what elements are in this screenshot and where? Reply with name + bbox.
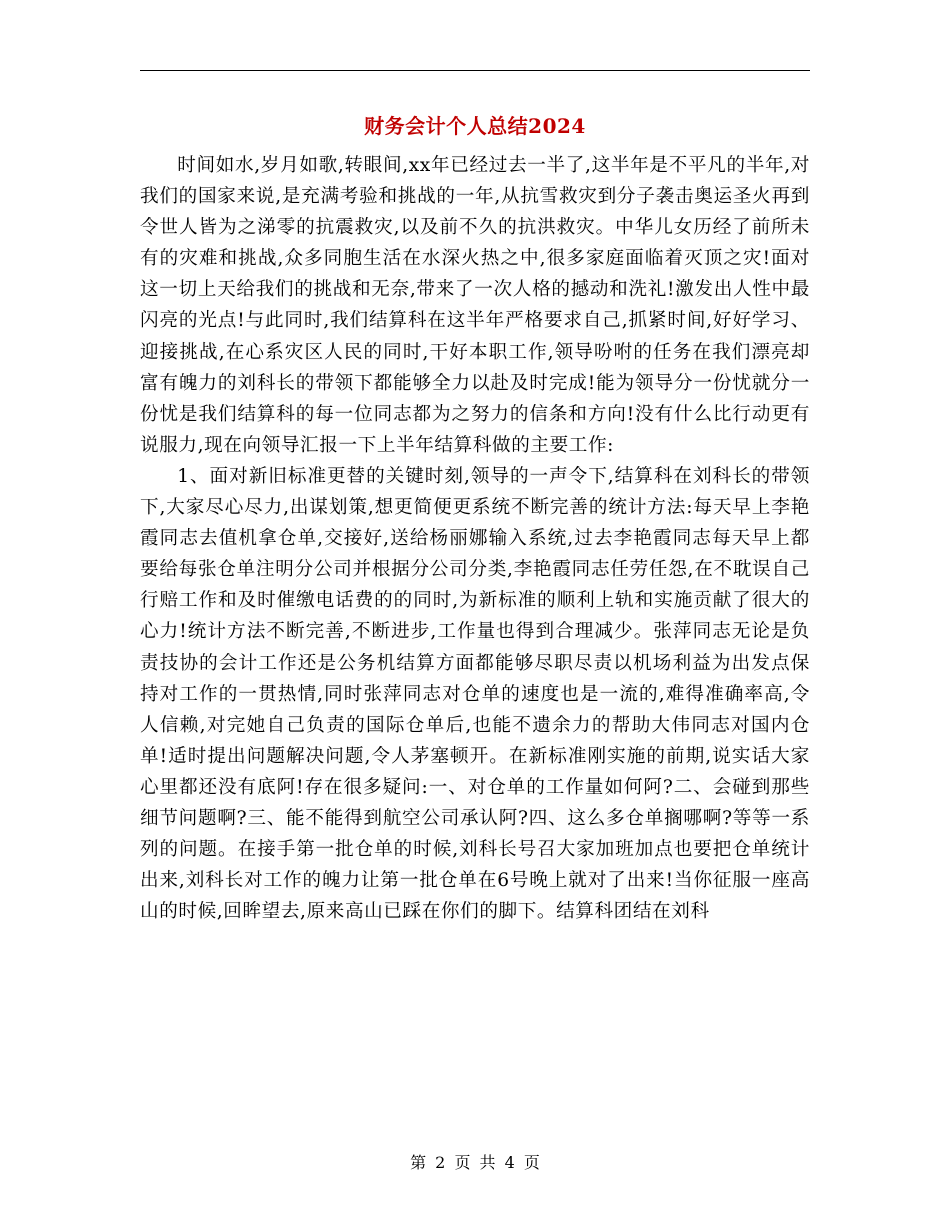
paragraph-item-1: 1、面对新旧标准更替的关键时刻,领导的一声令下,结算科在刘科长的带领下,大家尽心尽力,出谋划策,想更简便更系统不断完善的统计方法:每天早上李艳霞同志去值机拿仓单,交接好,送给杨丽娜输入系统,过去李艳霞同志每天早上都要给每张仓单注明分公司并根据分公司分类,李艳霞同志任劳任怨,在不耽误自己行赔工作和及时催缴电话费的的同时,为新标准的顺利上轨和实施贡献了很大的心力!统计方法不断完善,不断进步,工作量也得到合理减少。张萍同志无论是负责技协的会计工作还是公务机结算方面都能够尽职尽责以机场利益为出发点保持对工作的一贯热情,同时张萍同志对仓单的速度也是一流的,难得准确率高,令人信赖,对完她自己负责的国际仓单后,也能不遗余力的帮助大伟同志对国内仓单!适时提出问题解决问题,令人茅塞顿开。在新标准刚实施的前期,说实话大家心里都还没有底阿!存在很多疑问:一、对仓单的工作量如何阿?二、会碰到那些细节问题啊?三、能不能得到航空公司承认阿?四、这么多仓单搁哪啊?等等一系列的问题。在接手第一批仓单的时候,刘科长号召大家加班加点也要把仓单统计出来,刘科长对工作的魄力让第一批仓单在6号晚上就对了出来!当你征服一座高山的时候,回眸望去,原来高山已踩在你们的脚下。结算科团结在刘科 bbox=[140, 465, 810, 923]
paragraph-intro: 时间如水,岁月如歌,转眼间,xx年已经过去一半了,这半年是不平凡的半年,对我们的国家来说,是充满考验和挑战的一年,从抗雪救灾到分子袭击奥运圣火再到令世人皆为之涕零的抗震救灾,以及前不久的抗洪救灾。中华儿女历经了前所未有的灾难和挑战,众多同胞生活在水深火热之中,很多家庭面临着灭顶之灾!面对这一切上天给我们的挑战和无奈,带来了一次人格的撼动和洗礼!激发出人性中最闪亮的光点!与此同时,我们结算科在这半年严格要求自己,抓紧时间,好好学习、迎接挑战,在心系灾区人民的同时,干好本职工作,领导吩咐的任务在我们漂亮却富有魄力的刘科长的带领下都能够全力以赴及时完成!能为领导分一份忧就分一份忧是我们结算科的每一位同志都为之努力的信条和方向!没有什么比行动更有说服力,现在向领导汇报一下上半年结算科做的主要工作: bbox=[140, 155, 810, 456]
page-footer: 第 2 页 共 4 页 bbox=[410, 1153, 540, 1172]
document-body bbox=[140, 150, 810, 927]
header-rule bbox=[140, 70, 810, 71]
document-title: 财务会计个人总结2024 bbox=[364, 114, 586, 138]
